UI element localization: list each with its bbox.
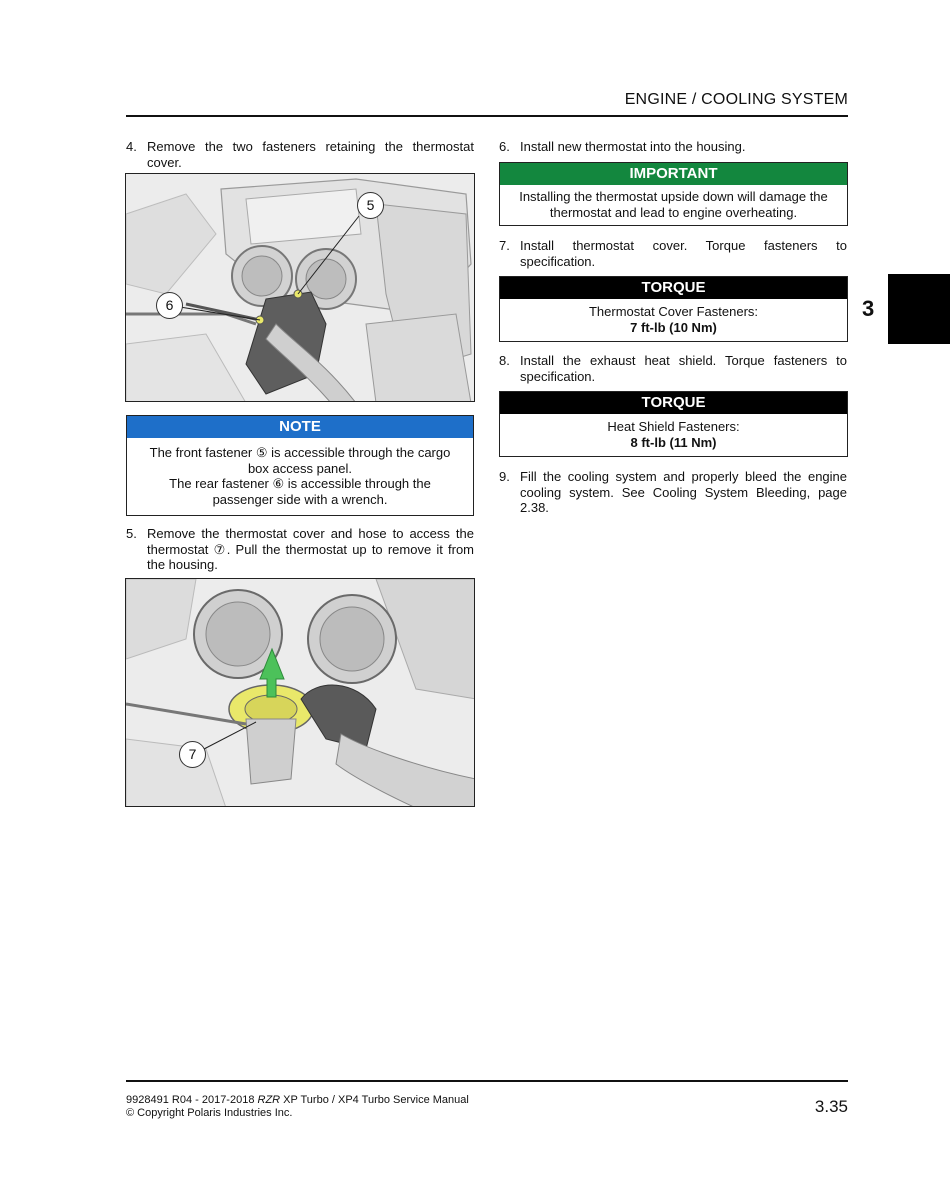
torque-heading: TORQUE — [500, 392, 847, 414]
step-9 — [499, 469, 847, 516]
step-number: 5. — [126, 526, 137, 541]
step-number: 4. — [126, 139, 137, 154]
step-4 — [126, 139, 474, 170]
torque-heading: TORQUE — [500, 277, 847, 299]
note-box — [126, 415, 474, 516]
footer-model: RZR — [257, 1094, 281, 1106]
torque-value: 8 ft-lb (11 Nm) — [630, 434, 717, 450]
torque-value: 7 ft-lb (10 Nm) — [630, 319, 717, 335]
important-box — [499, 162, 848, 226]
chapter-tab — [888, 274, 950, 344]
important-text: Installing the thermostat upside down will damage the thermostat and lead to engine overheating. — [519, 189, 828, 220]
callout-7-label: 7 — [179, 741, 206, 768]
step-number: 8. — [499, 353, 510, 368]
engine-illustration-1 — [126, 174, 475, 402]
step-8 — [499, 353, 847, 384]
chapter-number: 3 — [862, 296, 875, 321]
footer-doc-id: 9928491 R04 - 2017-2018 — [126, 1094, 258, 1106]
step-text: Install thermostat cover. Torque fasteners to specification. — [520, 238, 847, 269]
step-text: Fill the cooling system and properly bleed the engine cooling system. See Cooling System Bleeding, page 2.38. — [520, 469, 847, 515]
torque-label: Heat Shield Fasteners: — [607, 419, 740, 434]
footer-doc-title: XP Turbo / XP4 Turbo Service Manual — [280, 1094, 469, 1106]
note-line-2: The rear fastener ⑥ is accessible through the passenger side with a wrench. — [169, 476, 431, 507]
note-line-1: The front fastener ⑤ is accessible through the cargo box access panel. — [149, 445, 451, 476]
torque-box-thermostat — [499, 276, 848, 342]
torque-box-heat-shield — [499, 391, 848, 457]
step-5 — [126, 526, 474, 573]
step-6 — [499, 139, 847, 155]
step-text: Install the exhaust heat shield. Torque fasteners to specification. — [520, 353, 847, 384]
footer-copyright: © Copyright Polaris Industries Inc. — [126, 1106, 293, 1119]
step-text: Remove the two fasteners retaining the thermostat cover. — [147, 139, 474, 170]
step-text: Remove the thermostat cover and hose to access the thermostat ⑦. Pull the thermostat up to remove it from the housing. — [147, 526, 474, 572]
callout-6-label: 6 — [156, 292, 183, 319]
section-title: ENGINE / COOLING SYSTEM — [624, 91, 848, 108]
fastener-removal-figure — [125, 173, 475, 402]
page-number: 3.35 — [814, 1097, 848, 1116]
note-heading: NOTE — [127, 416, 473, 438]
callout-5-label: 5 — [357, 192, 384, 219]
step-number: 7. — [499, 238, 510, 253]
torque-label: Thermostat Cover Fasteners: — [588, 304, 759, 319]
footer-rule — [126, 1080, 848, 1082]
important-heading: IMPORTANT — [500, 163, 847, 185]
step-number: 9. — [499, 469, 510, 484]
step-number: 6. — [499, 139, 510, 154]
footer-doc-info — [126, 1094, 469, 1119]
header-rule — [126, 115, 848, 117]
thermostat-removal-figure — [125, 578, 475, 807]
engine-illustration-2 — [126, 579, 475, 807]
step-7 — [499, 238, 847, 269]
step-text: Install new thermostat into the housing. — [520, 139, 746, 154]
